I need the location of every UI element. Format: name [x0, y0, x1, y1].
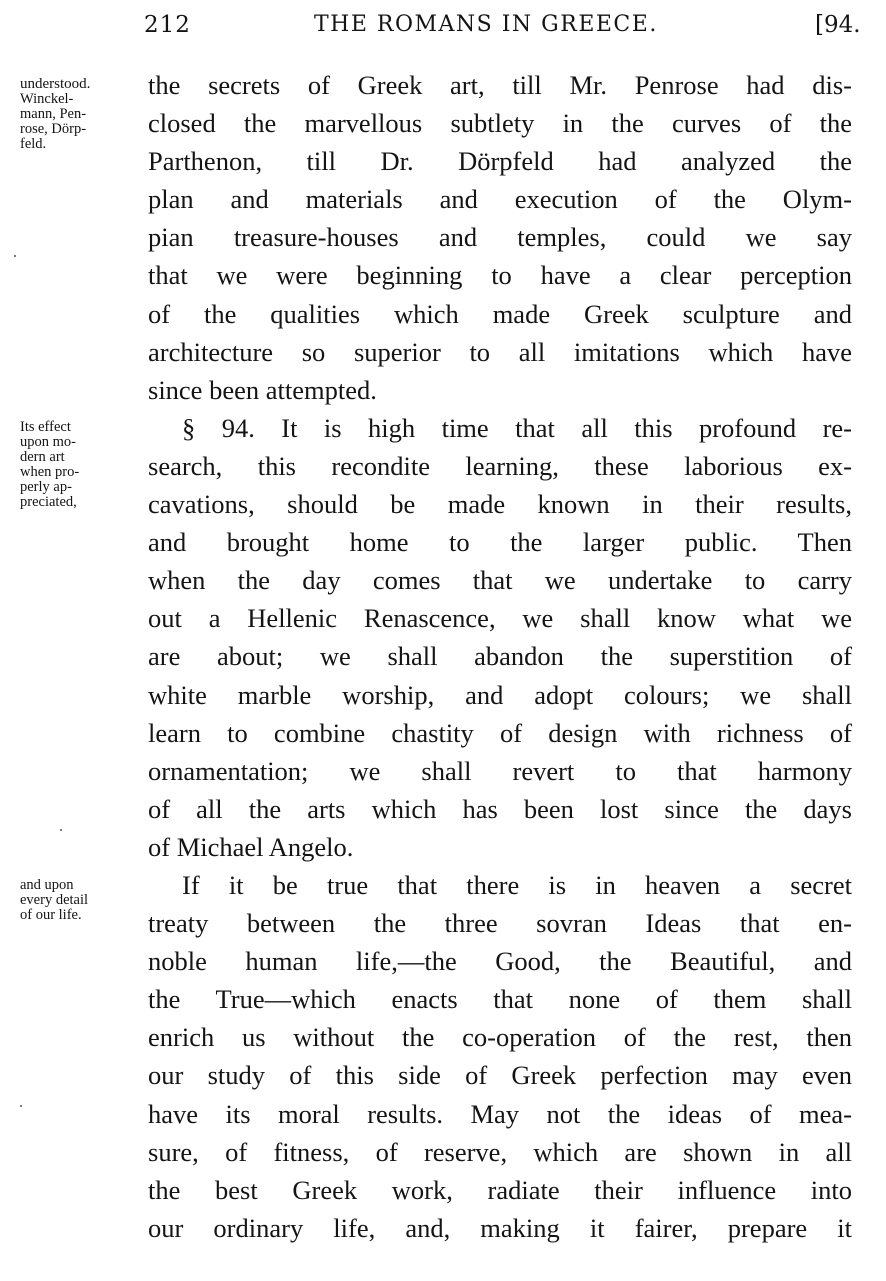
margin-note-line: preciated,	[20, 494, 77, 510]
section-start-line: § 94. It is high time that all this profound re-	[182, 412, 852, 443]
text-line: when the day comes that we undertake to carry	[148, 565, 852, 596]
section-reference: [94.	[815, 12, 861, 38]
text-line: since been attempted.	[148, 374, 377, 405]
text-line: of all the arts which has been lost since the days	[148, 793, 852, 824]
margin-note-line: perly ap-	[20, 479, 72, 495]
text-line: plan and materials and execution of the Olym-	[148, 184, 852, 215]
margin-note-line: feld.	[20, 136, 47, 152]
text-line: sure, of fitness, of reserve, which are shown in all	[148, 1136, 852, 1167]
text-line: the secrets of Greek art, till Mr. Penrose had dis-	[148, 70, 852, 100]
margin-note-line: rose, Dörp-	[20, 121, 87, 137]
text-line: and brought home to the larger public. Then	[148, 527, 852, 558]
text-line: enrich us without the co-operation of the rest, then	[148, 1022, 852, 1053]
text-line: architecture so superior to all imitations which have	[148, 336, 852, 367]
text-line: our study of this side of Greek perfection may even	[148, 1060, 852, 1091]
text-line: white marble worship, and adopt colours; we shall	[148, 679, 852, 710]
scan-speck	[60, 829, 62, 831]
text-line: learn to combine chastity of design with richness of	[148, 717, 852, 748]
running-header	[0, 8, 886, 48]
margin-note-line: every detail	[20, 892, 89, 908]
text-line: cavations, should be made known in their results,	[148, 489, 852, 520]
text-line: of the qualities which made Greek sculpture and	[148, 298, 852, 329]
text-line: noble human life,—the Good, the Beautiful, and	[148, 946, 852, 977]
margin-note-1	[20, 77, 144, 152]
margin-note-line: understood.	[20, 76, 91, 92]
text-line: out a Hellenic Renascence, we shall know what we	[148, 603, 852, 634]
text-line: pian treasure-houses and temples, could we say	[148, 222, 852, 253]
page-number: 212	[144, 12, 191, 38]
text-line: our ordinary life, and, making it fairer, prepare it	[148, 1212, 852, 1243]
text-line: closed the marvellous subtlety in the curves of the	[148, 108, 852, 139]
text-line: the best Greek work, radiate their influence into	[148, 1174, 852, 1205]
margin-note-line: Winckel-	[20, 91, 74, 107]
text-line: have its moral results. May not the ideas of mea-	[148, 1098, 852, 1129]
text-line: search, this recondite learning, these laborious ex-	[148, 450, 852, 481]
margin-note-line: upon mo-	[20, 434, 76, 450]
running-title: THE ROMANS IN GREECE.	[314, 12, 658, 37]
text-line: the True—which enacts that none of them shall	[148, 984, 852, 1015]
text-line: ornamentation; we shall revert to that harmony	[148, 755, 852, 786]
margin-note-line: and upon	[20, 877, 74, 893]
margin-note-line: mann, Pen-	[20, 106, 87, 122]
text-line: treaty between the three sovran Ideas that en-	[148, 908, 852, 939]
margin-note-2	[20, 420, 144, 510]
paragraph-start-line: If it be true that there is in heaven a secret	[182, 869, 852, 900]
text-line: Parthenon, till Dr. Dörpfeld had analyzed the	[148, 146, 852, 177]
margin-note-line: when pro-	[20, 464, 80, 480]
margin-note-line: dern art	[20, 449, 65, 465]
body-text	[148, 66, 852, 1247]
text-line: are about; we shall abandon the superstition of	[148, 641, 852, 672]
text-line: that we were beginning to have a clear perception	[148, 260, 852, 291]
margin-note-line: of our life.	[20, 907, 82, 923]
scan-speck	[20, 1105, 22, 1107]
margin-note-line: Its effect	[20, 419, 71, 435]
scan-speck	[14, 255, 16, 257]
margin-note-3	[20, 878, 144, 923]
text-line: of Michael Angelo.	[148, 831, 354, 862]
